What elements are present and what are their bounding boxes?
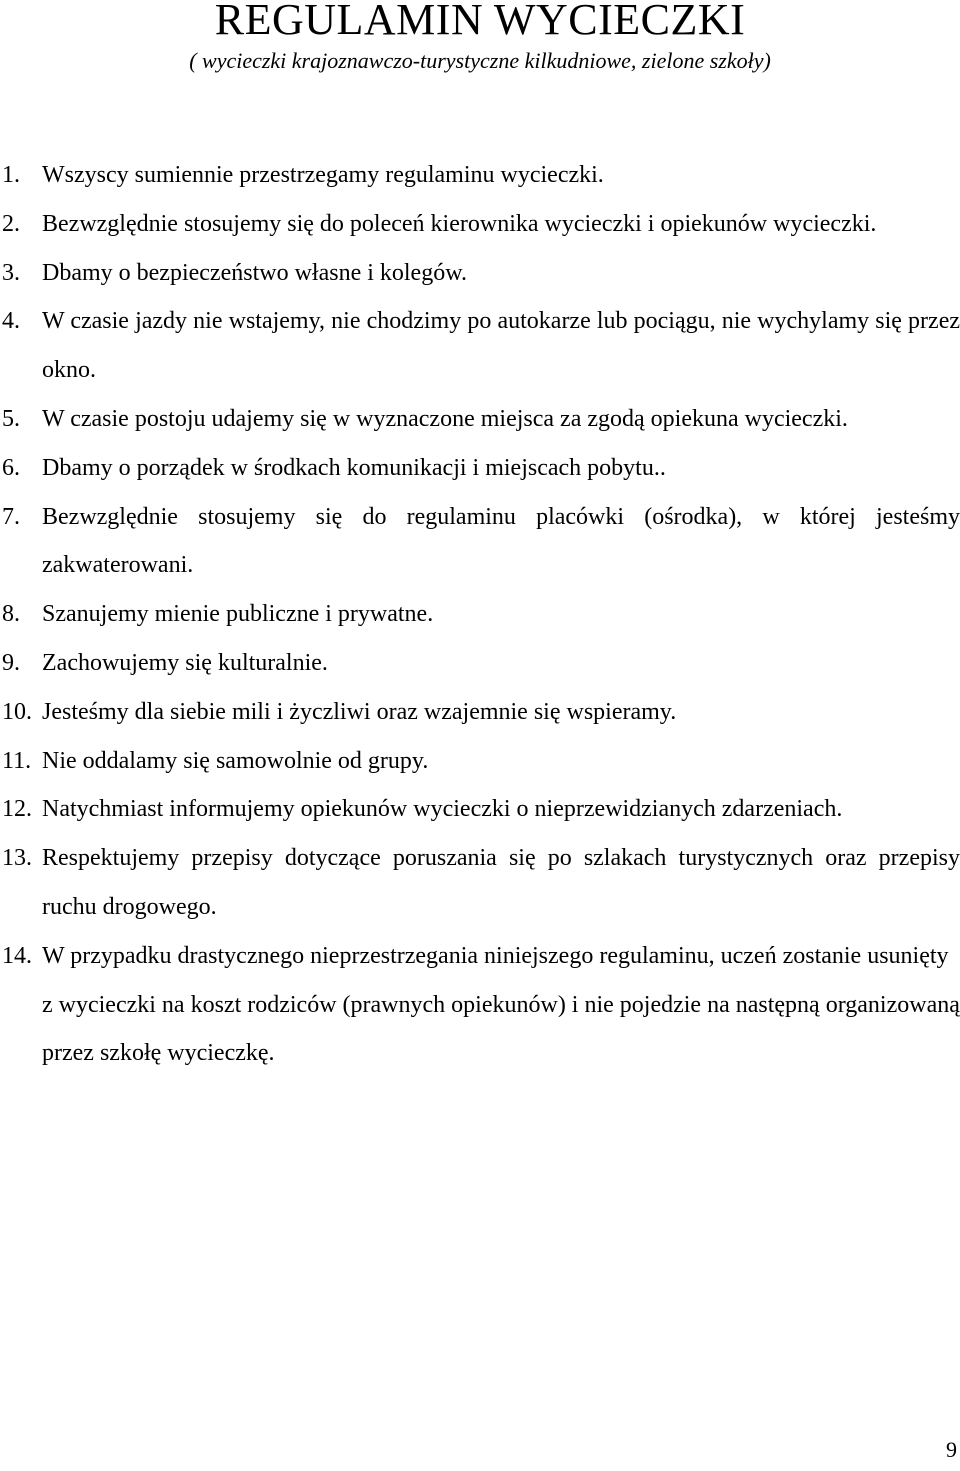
rule-text: W czasie jazdy nie wstajemy, nie chodzimy po autokarze lub pociągu, nie wychylamy się przez okno. [42, 308, 960, 384]
rule-text: Jesteśmy dla siebie mili i życzliwi oraz wzajemnie się wspieramy. [42, 698, 677, 725]
rule-number: 12. [2, 796, 32, 823]
rule-text: Nie oddalamy się samowolnie od grupy. [42, 747, 429, 774]
rule-item [0, 688, 960, 737]
rule-text: Respektujemy przepisy dotyczące poruszania się po szlakach turystycznych oraz przepisy ruchu drogowego. [42, 845, 960, 920]
rule-text: Dbamy o bezpieczeństwo własne i kolegów. [42, 259, 467, 286]
rule-text: W przypadku drastycznego nieprzestrzegania niniejszego regulaminu, uczeń zostanie usunięty z wycieczki na koszt rodziców (prawnych opiekunów) i nie pojedzie na następną organizowaną przez szkołę wycieczkę. [42, 942, 960, 1067]
rule-item [0, 444, 960, 493]
rule-number: 14. [2, 942, 32, 969]
rules-list [0, 151, 960, 1078]
rule-item [0, 200, 960, 249]
rule-number: 5. [2, 405, 20, 432]
rule-item [0, 297, 960, 395]
rule-number: 13. [2, 845, 32, 872]
rule-number: 7. [2, 503, 20, 530]
rule-text: W czasie postoju udajemy się w wyznaczone miejsca za zgodą opiekuna wycieczki. [42, 405, 848, 432]
rule-number: 10. [2, 698, 32, 725]
rule-item [0, 395, 960, 444]
rule-item [0, 639, 960, 688]
rule-item [0, 590, 960, 639]
rule-item [0, 737, 960, 786]
rule-number: 3. [2, 259, 20, 286]
rule-text: Bezwzględnie stosujemy się do poleceń kierownika wycieczki i opiekunów wycieczki. [42, 210, 877, 237]
rule-item [0, 932, 960, 1078]
rule-text: Szanujemy mienie publiczne i prywatne. [42, 601, 434, 628]
rule-text: Dbamy o porządek w środkach komunikacji i miejscach pobytu.. [42, 454, 666, 481]
rule-text: Natychmiast informujemy opiekunów wycieczki o nieprzewidzianych zdarzeniach. [42, 796, 843, 823]
rule-number: 11. [2, 747, 32, 774]
rule-number: 8. [2, 601, 20, 628]
document-subtitle: ( wycieczki krajoznawczo-turystyczne kilkudniowe, zielone szkoły) [189, 48, 771, 73]
rule-item [0, 785, 960, 834]
rule-number: 1. [2, 162, 20, 188]
document-title: REGULAMIN WYCIECZKI [214, 0, 746, 44]
rule-text: Zachowujemy się kulturalnie. [42, 649, 328, 676]
rule-item [0, 249, 960, 298]
rule-item [0, 151, 960, 200]
rule-text: Wszyscy sumiennie przestrzegamy regulaminu wycieczki. [42, 162, 604, 188]
page-number: 9 [946, 1437, 957, 1462]
rule-item [0, 493, 960, 591]
rule-number: 4. [2, 308, 20, 335]
rule-item [0, 834, 960, 932]
rule-number: 6. [2, 454, 20, 481]
rule-number: 9. [2, 649, 20, 676]
rule-number: 2. [2, 210, 20, 237]
rule-text: Bezwzględnie stosujemy się do regulaminu placówki (ośrodka), w której jesteśmy zakwaterowani. [42, 503, 960, 579]
